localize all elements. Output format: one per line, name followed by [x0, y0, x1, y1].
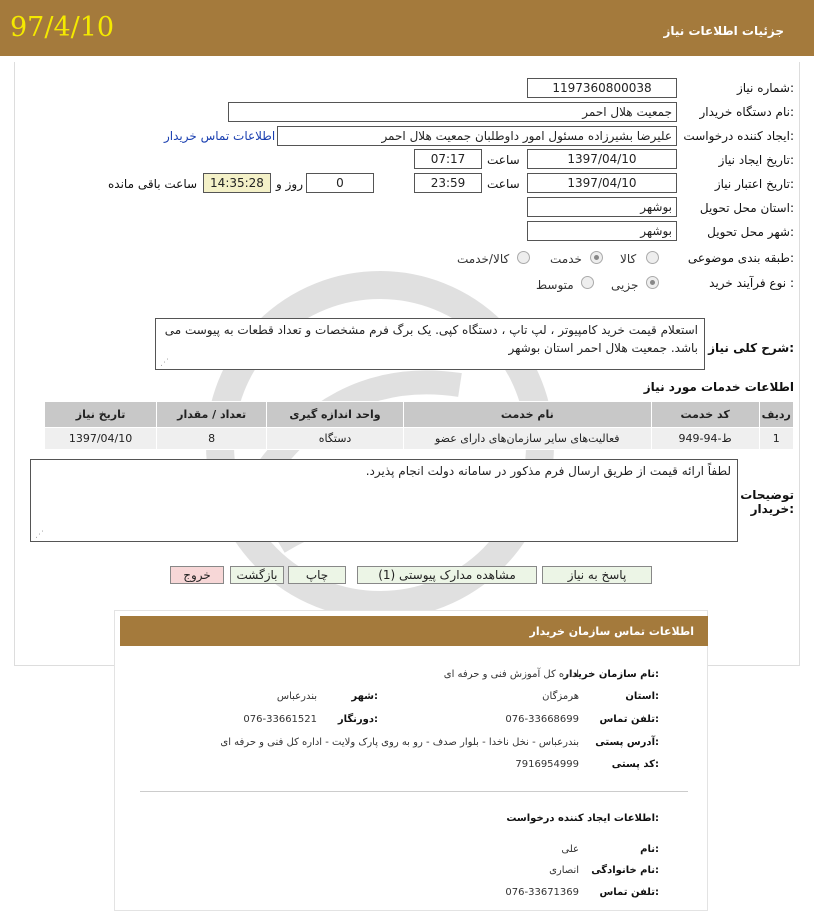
table-cell-index: 1 [759, 428, 793, 450]
table-cell-quantity: 8 [157, 428, 267, 450]
requester-field: علیرضا بشیرزاده مسئول امور داوطلبان جمعیت هلال احمر [277, 126, 677, 146]
contact-city-value: بندرعباس [276, 691, 317, 702]
column-header: کد خدمت [651, 402, 759, 428]
validity-time-field: 23:59 [414, 173, 482, 193]
creator-name-value: علی [561, 844, 579, 855]
remaining-days-field: 0 [306, 173, 374, 193]
need-number-label: شماره نیاز: [736, 81, 794, 95]
province-label: استان محل تحویل: [699, 201, 794, 215]
table-header-row [45, 402, 794, 428]
process-radio-minor[interactable] [646, 276, 659, 289]
creator-family-value: انصاری [549, 865, 579, 876]
contact-org-label: نام سازمان خریدار: [563, 669, 659, 680]
contact-city-label: شهر: [351, 691, 378, 702]
category-radio-goods-service[interactable] [517, 251, 530, 264]
buyer-notes-label: توضیحات خریدار: [740, 488, 794, 516]
services-title: اطلاعات خدمات مورد نیاز [643, 380, 794, 394]
creator-phone-label: تلفن تماس: [599, 887, 659, 898]
need-number-field: 1197360800038 [527, 78, 677, 98]
column-header: واحد اندازه گیری [267, 402, 404, 428]
process-medium-label: متوسط [536, 278, 574, 292]
contact-province-label: استان: [625, 691, 659, 702]
back-button[interactable]: بازگشت [230, 566, 284, 584]
column-header: ردیف [759, 402, 793, 428]
column-header: نام خدمت [403, 402, 651, 428]
category-goods-service-label: کالا/خدمت [457, 252, 510, 266]
print-button[interactable]: چاپ [288, 566, 346, 584]
process-radio-medium[interactable] [581, 276, 594, 289]
table-cell-name: فعالیت‌های سایر سازمان‌های دارای عضو [403, 428, 651, 450]
contact-postal-label: کد پستی: [611, 759, 659, 770]
reply-button[interactable]: پاسخ به نیاز [542, 566, 652, 584]
created-date-field: 1397/04/10 [527, 149, 677, 169]
creator-family-label: نام خانوادگی: [591, 865, 659, 876]
validity-date-label: تاریخ اعتبار نیاز: [714, 177, 794, 191]
page-title: جزئیات اطلاعات نیاز [663, 24, 784, 38]
province-field: بوشهر [527, 197, 677, 217]
contact-fax-value: 076-33661521 [243, 714, 317, 725]
requester-label: ایجاد کننده درخواست: [683, 129, 794, 143]
services-table [44, 401, 794, 450]
attachments-button[interactable]: مشاهده مدارک پیوستی (1) [357, 566, 537, 584]
remaining-label: ساعت باقی مانده [108, 177, 198, 191]
days-label: روز و [276, 177, 303, 191]
buyer-notes-textarea: لطفاً ارائه قیمت از طریق ارسال فرم مذکور در سامانه دولت انجام پذیرد. [30, 459, 738, 542]
contact-address-value: بندرعباس - نخل ناخدا - بلوار صدف - رو به روی پارک ولایت - اداره کل فنی و حرفه ای [220, 737, 579, 748]
contact-divider [140, 791, 688, 792]
creator-phone-value: 076-33671369 [505, 887, 579, 898]
table-row [45, 428, 794, 450]
resize-grip-icon: ⋰ [35, 530, 44, 540]
resize-grip-icon: ⋰ [160, 358, 169, 368]
validity-date-field: 1397/04/10 [527, 173, 677, 193]
buyer-contact-link[interactable]: اطلاعات تماس خریدار [164, 129, 276, 143]
created-date-label: تاریخ ایجاد نیاز: [718, 153, 794, 167]
column-header: تاریخ نیاز [45, 402, 157, 428]
contact-province-value: هرمزگان [542, 691, 579, 702]
header-date: 97/4/10 [10, 12, 115, 43]
contact-address-label: آدرس پستی: [595, 737, 659, 748]
contact-phone-label: تلفن تماس: [599, 714, 659, 725]
category-radio-service[interactable] [590, 251, 603, 264]
created-time-label: ساعت [487, 153, 520, 167]
buyer-org-field: جمعیت هلال احمر [228, 102, 677, 122]
category-radio-goods[interactable] [646, 251, 659, 264]
exit-button[interactable]: خروج [170, 566, 224, 584]
contact-fax-label: دورنگار: [337, 714, 378, 725]
category-label: طبقه بندی موضوعی: [687, 251, 794, 265]
remaining-time-field: 14:35:28 [203, 173, 271, 193]
validity-time-label: ساعت [487, 177, 520, 191]
city-field: بوشهر [527, 221, 677, 241]
process-minor-label: جزیی [611, 278, 639, 292]
created-time-field: 07:17 [414, 149, 482, 169]
category-goods-label: کالا [620, 252, 637, 266]
buyer-org-label: نام دستگاه خریدار: [699, 105, 794, 119]
table-cell-unit: دستگاه [267, 428, 404, 450]
table-cell-date: 1397/04/10 [45, 428, 157, 450]
contact-panel-title: اطلاعات تماس سازمان خریدار [120, 616, 708, 646]
creator-section-title: اطلاعات ایجاد کننده درخواست: [506, 813, 659, 824]
contact-org-value: اداره کل آموزش فنی و حرفه ای [443, 669, 579, 680]
creator-name-label: نام: [640, 844, 659, 855]
category-service-label: خدمت [550, 252, 582, 266]
description-textarea: استعلام قیمت خرید کامپیوتر ، لپ تاپ ، دستگاه کپی. یک برگ فرم مشخصات و تعداد قطعات به پیوست می باشد. جمعیت هلال احمر استان بوشهر [155, 318, 705, 370]
table-cell-code: ط-94-949 [651, 428, 759, 450]
column-header: تعداد / مقدار [157, 402, 267, 428]
description-label: شرح کلی نیاز: [708, 341, 794, 355]
contact-postal-value: 7916954999 [515, 759, 579, 770]
contact-phone-value: 076-33668699 [505, 714, 579, 725]
process-label: نوع فرآیند خرید : [709, 276, 794, 290]
city-label: شهر محل تحویل: [707, 225, 794, 239]
